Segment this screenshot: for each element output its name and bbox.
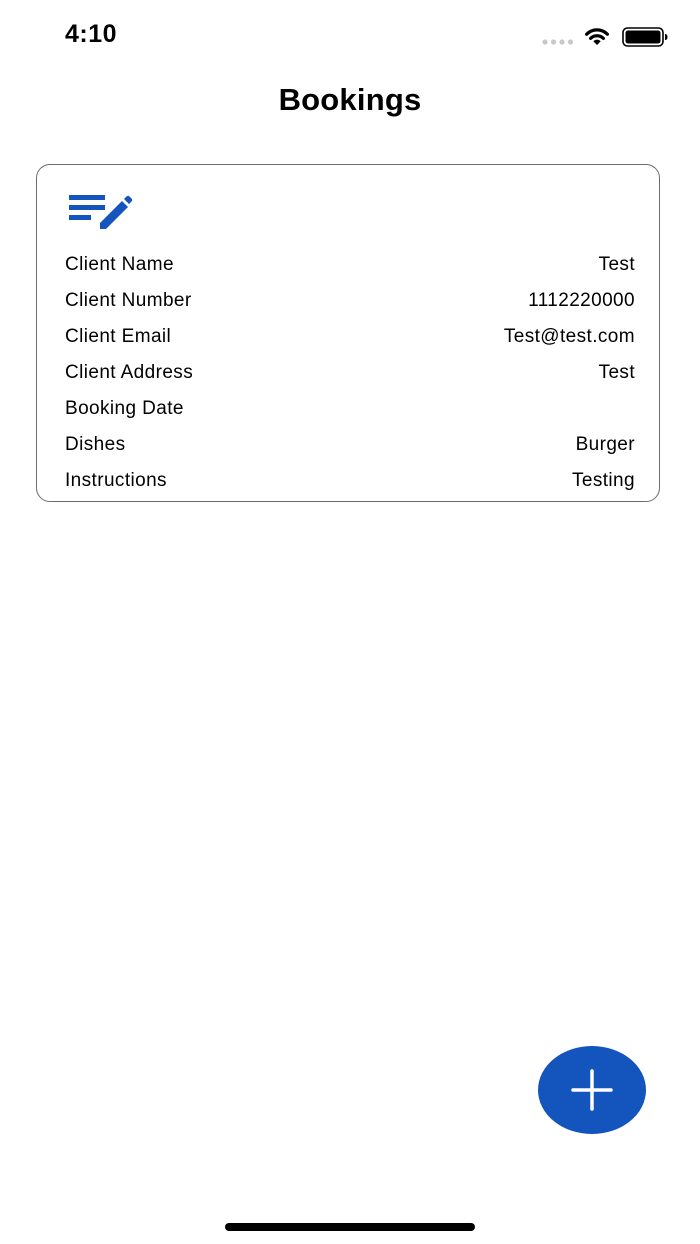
- client-address-row: [65, 355, 635, 391]
- booking-date-label: Booking Date: [65, 398, 184, 419]
- client-name-value: Test: [598, 254, 635, 275]
- page-title: Bookings: [278, 82, 422, 117]
- booking-date-row: [65, 391, 635, 427]
- client-name-label: Client Name: [65, 254, 174, 275]
- client-email-label: Client Email: [65, 326, 172, 347]
- client-name-row: [65, 247, 635, 283]
- client-email-value: Test@test.com: [503, 326, 635, 347]
- add-booking-button[interactable]: [538, 1046, 646, 1134]
- dishes-row: [65, 427, 635, 463]
- client-address-value: Test: [598, 362, 635, 383]
- booking-details: [65, 247, 635, 499]
- instructions-label: Instructions: [65, 470, 167, 491]
- dishes-label: Dishes: [65, 434, 126, 455]
- dishes-value: Burger: [575, 434, 635, 455]
- client-number-value: 1112220000: [528, 290, 635, 311]
- cellular-signal-icon: [542, 39, 574, 45]
- client-number-label: Client Number: [65, 290, 192, 311]
- wifi-icon: [583, 25, 611, 47]
- client-email-row: [65, 319, 635, 355]
- battery-icon: [622, 27, 668, 47]
- client-number-row: [65, 283, 635, 319]
- status-time: 4:10: [65, 20, 118, 48]
- instructions-value: Testing: [571, 470, 635, 491]
- edit-note-icon[interactable]: [69, 193, 133, 233]
- instructions-row: [65, 463, 635, 499]
- booking-card[interactable]: [36, 164, 660, 502]
- plus-icon: [538, 1046, 646, 1134]
- client-address-label: Client Address: [65, 362, 194, 383]
- home-indicator[interactable]: [225, 1223, 475, 1231]
